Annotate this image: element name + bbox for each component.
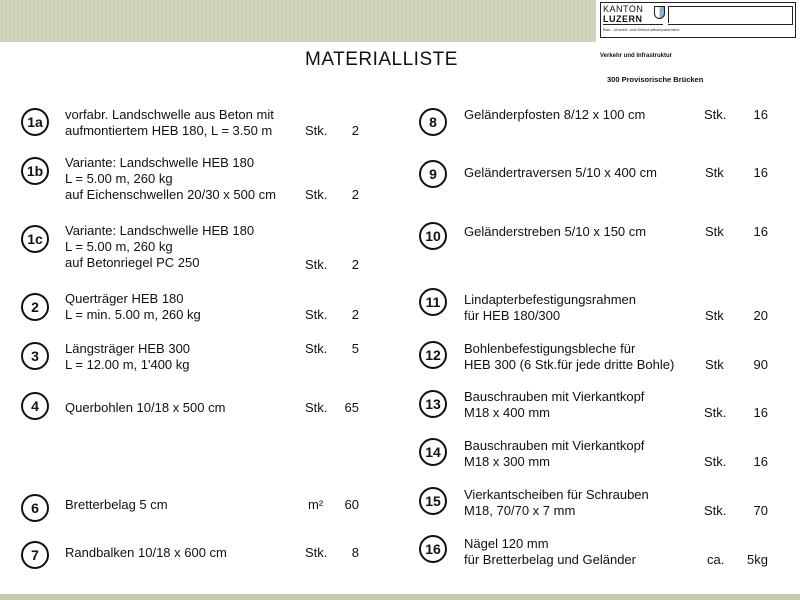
item-number-badge: 10 xyxy=(419,222,447,250)
item-quantity: 2 xyxy=(351,257,359,272)
item-unit: Stk. xyxy=(704,454,727,469)
item-number-badge: 9 xyxy=(419,160,447,188)
item-unit: Stk xyxy=(705,308,724,323)
item-unit: Stk. xyxy=(704,405,727,420)
item-quantity: 60 xyxy=(344,497,359,512)
item-quantity: 16 xyxy=(753,454,768,469)
department-label: Verkehr und Infrastruktur xyxy=(600,53,673,59)
item-quantity: 2 xyxy=(351,123,359,138)
item-quantity: 16 xyxy=(753,405,768,420)
item-unit: m² xyxy=(308,497,324,512)
item-description: Geländertraversen 5/10 x 400 cm xyxy=(464,165,657,180)
item-description: Geländerstreben 5/10 x 150 cm xyxy=(464,224,647,239)
item-unit: Stk. xyxy=(305,307,328,322)
item-description: Querträger HEB 180 L = min. 5.00 m, 260 kg xyxy=(65,291,201,322)
coat-of-arms-icon xyxy=(654,6,665,19)
item-unit: Stk. xyxy=(305,257,328,272)
logo-line1: KANTON xyxy=(603,4,644,14)
kanton-luzern-logo xyxy=(600,2,796,38)
item-unit: Stk. xyxy=(305,545,328,560)
item-number-badge: 7 xyxy=(21,541,49,569)
item-unit: Stk. xyxy=(704,503,727,518)
item-unit: Stk. xyxy=(305,123,328,138)
logo-line2: LUZERN xyxy=(603,14,643,24)
item-description: Querbohlen 10/18 x 500 cm xyxy=(65,400,226,415)
item-description: Längsträger HEB 300 L = 12.00 m, 1'400 kg xyxy=(65,341,191,372)
item-unit: ca. xyxy=(707,552,725,567)
item-quantity: 16 xyxy=(753,107,768,122)
item-number-badge: 8 xyxy=(419,108,447,136)
item-description: Bauschrauben mit Vierkantkopf M18 x 400 mm xyxy=(464,389,645,420)
item-number-badge: 1a xyxy=(21,108,49,136)
item-description: Variante: Landschwelle HEB 180 L = 5.00 m, 260 kg auf Eichenschwellen 20/30 x 500 cm xyxy=(65,155,277,202)
item-unit: Stk. xyxy=(305,341,328,356)
logo-underline xyxy=(603,24,663,25)
item-number-badge: 1b xyxy=(21,157,49,185)
item-quantity: 16 xyxy=(753,224,768,239)
item-unit: Stk xyxy=(705,165,724,180)
item-quantity: 2 xyxy=(351,307,359,322)
logo-frame xyxy=(668,6,793,25)
item-number-badge: 4 xyxy=(21,392,49,420)
item-number-badge: 15 xyxy=(419,487,447,515)
item-number-badge: 6 xyxy=(21,494,49,522)
item-quantity: 5 xyxy=(351,341,359,356)
item-description: Geländerpfosten 8/12 x 100 cm xyxy=(464,107,646,122)
item-number-badge: 3 xyxy=(21,342,49,370)
page-title: MATERIALLISTE xyxy=(305,49,458,70)
item-number-badge: 2 xyxy=(21,293,49,321)
item-number-badge: 16 xyxy=(419,535,447,563)
item-number-badge: 1c xyxy=(21,225,49,253)
item-description: Lindapterbefestigungsrahmen für HEB 180/300 xyxy=(464,292,637,323)
item-unit: Stk. xyxy=(305,187,328,202)
item-quantity: 2 xyxy=(351,187,359,202)
item-description: Randbalken 10/18 x 600 cm xyxy=(65,545,227,560)
item-description: Nägel 120 mm für Bretterbelag und Geländer xyxy=(464,536,636,567)
item-description: Variante: Landschwelle HEB 180 L = 5.00 m, 260 kg auf Betonriegel PC 250 xyxy=(65,223,255,270)
item-description: Bauschrauben mit Vierkantkopf M18 x 300 mm xyxy=(464,438,645,469)
item-quantity: 20 xyxy=(753,308,768,323)
logo-department: Bau-, Umwelt- und Wirtschaftsdepartement xyxy=(603,27,680,32)
item-unit: Stk xyxy=(705,224,724,239)
item-unit: Stk. xyxy=(305,400,328,415)
item-description: vorfabr. Landschwelle aus Beton mit aufmontiertem HEB 180, L = 3.50 m xyxy=(65,107,274,138)
item-number-badge: 12 xyxy=(419,341,447,369)
item-unit: Stk xyxy=(705,357,724,372)
section-subtitle: 300 Provisorische Brücken xyxy=(607,75,704,84)
footer-band xyxy=(0,594,800,600)
item-number-badge: 13 xyxy=(419,390,447,418)
item-number-badge: 11 xyxy=(419,288,447,316)
item-description: Vierkantscheiben für Schrauben M18, 70/70 x 7 mm xyxy=(464,487,649,518)
item-quantity: 90 xyxy=(753,357,768,372)
item-description: Bohlenbefestigungsbleche für HEB 300 (6 Stk.für jede dritte Bohle) xyxy=(464,341,675,372)
item-quantity: 65 xyxy=(344,400,359,415)
item-description: Bretterbelag 5 cm xyxy=(65,497,168,512)
item-quantity: 5kg xyxy=(747,552,768,567)
item-quantity: 8 xyxy=(351,545,359,560)
item-number-badge: 14 xyxy=(419,438,447,466)
item-quantity: 16 xyxy=(753,165,768,180)
item-quantity: 70 xyxy=(753,503,768,518)
item-unit: Stk. xyxy=(704,107,727,122)
